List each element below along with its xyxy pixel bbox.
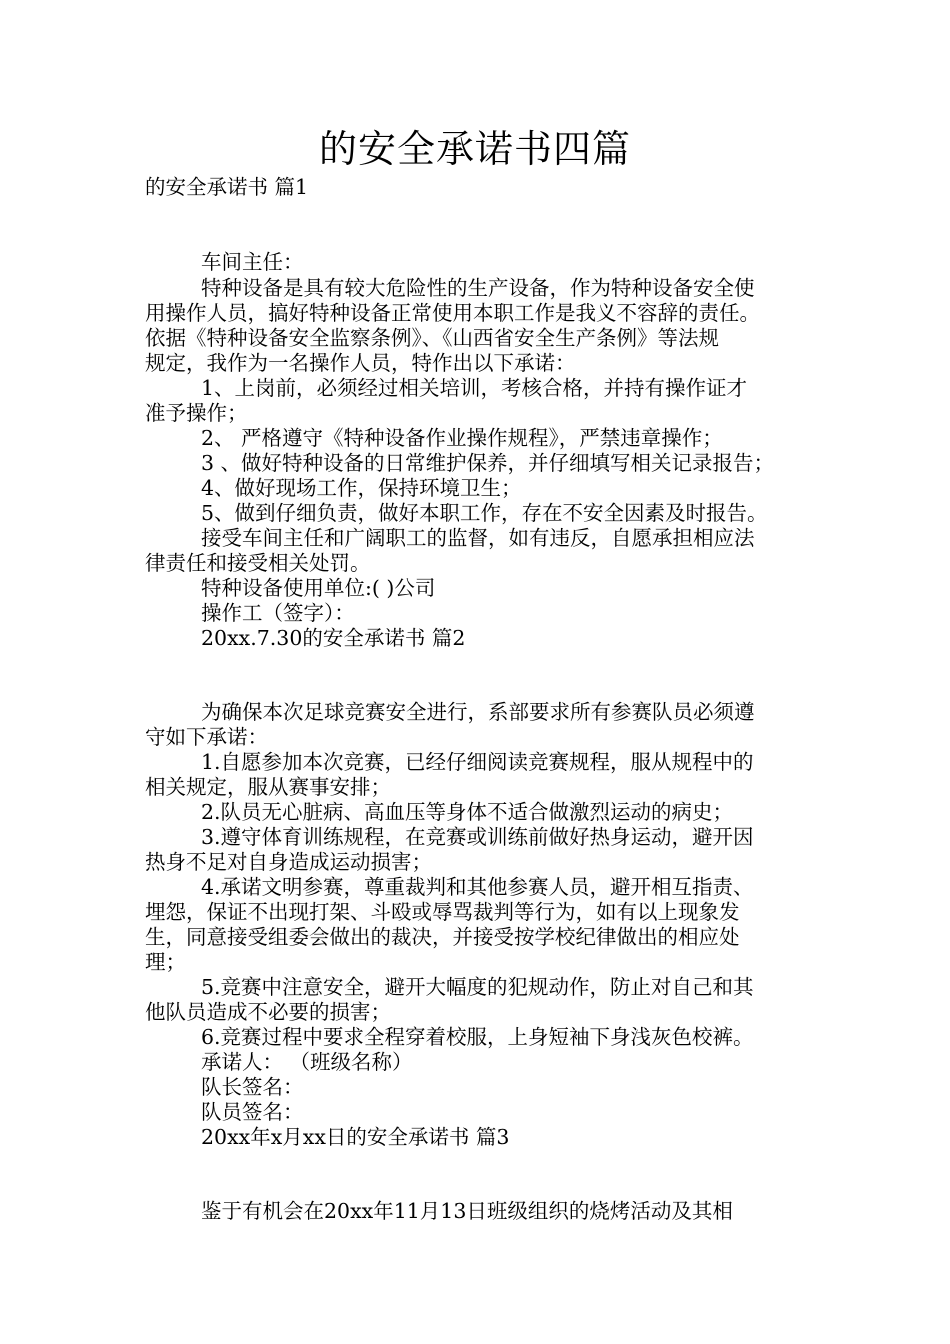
section-heading: 20xx.7.30的安全承诺书 篇2 [201, 626, 466, 650]
paragraph-line: 规定，我作为一名操作人员，特作出以下承诺： [145, 351, 576, 375]
paragraph-line: 1、上岗前，必须经过相关培训，考核合格，并持有操作证才 [201, 376, 748, 400]
paragraph-line: 接受车间主任和广阔职工的监督，如有违反，自愿承担相应法 [201, 526, 755, 550]
section-heading: 的安全承诺书 篇1 [145, 175, 309, 199]
paragraph-line: 5.竞赛中注意安全，避开大幅度的犯规动作，防止对自己和其 [201, 975, 754, 999]
paragraph-line: 操作工（签字）： [201, 601, 355, 625]
paragraph-line: 2、 严格遵守《特种设备作业操作规程》，严禁违章操作； [201, 426, 723, 450]
paragraph-line: 1.自愿参加本次竞赛，已经仔细阅读竞赛规程，服从规程中的 [201, 750, 754, 774]
document-title: 的安全承诺书四篇 [318, 127, 631, 171]
signature-line: 承诺人： （班级名称） [201, 1050, 413, 1074]
paragraph-line: 埋怨，保证不出现打架、斗殴或辱骂裁判等行为，如有以上现象发 [145, 900, 740, 924]
paragraph-line: 准予操作； [145, 401, 248, 425]
signature-line: 队员签名： [201, 1100, 304, 1124]
signature-line: 队长签名： [201, 1075, 304, 1099]
paragraph-line: 生，同意接受组委会做出的裁决，并接受按学校纪律做出的相应处 [145, 925, 740, 949]
paragraph-line: 守如下承诺： [145, 725, 268, 749]
paragraph-line: 特种设备是具有较大危险性的生产设备，作为特种设备安全使 [201, 276, 755, 300]
paragraph-line: 鉴于有机会在20xx年11月13日班级组织的烧烤活动及其相 [201, 1199, 733, 1223]
paragraph-line: 相关规定，服从赛事安排； [145, 775, 391, 799]
paragraph-line: 热身不足对自身造成运动损害； [145, 850, 432, 874]
paragraph-line: 3 、做好特种设备的日常维护保养，并仔细填写相关记录报告； [201, 451, 775, 475]
paragraph-line: 依据《特种设备安全监察条例》、《山西省安全生产条例》等法规 [145, 326, 719, 350]
salutation: 车间主任： [201, 250, 304, 274]
section-heading: 20xx年x月xx日的安全承诺书 篇3 [201, 1125, 510, 1149]
paragraph-line: 4.承诺文明参赛，尊重裁判和其他参赛人员，避开相互指责、 [201, 875, 754, 899]
paragraph-line: 理； [145, 950, 186, 974]
paragraph-line: 3.遵守体育训练规程，在竞赛或训练前做好热身运动，避开因 [201, 825, 754, 849]
paragraph-line: 特种设备使用单位:( )公司 [201, 576, 436, 600]
paragraph-line: 6.竞赛过程中要求全程穿着校服，上身短袖下身浅灰色校裤。 [201, 1025, 754, 1049]
paragraph-line: 他队员造成不必要的损害； [145, 1000, 391, 1024]
paragraph-line: 律责任和接受相关处罚。 [145, 551, 371, 575]
paragraph-line: 2.队员无心脏病、高血压等身体不适合做激烈运动的病史； [201, 800, 734, 824]
paragraph-line: 为确保本次足球竞赛安全进行，系部要求所有参赛队员必须遵 [201, 700, 755, 724]
paragraph-line: 用操作人员，搞好特种设备正常使用本职工作是我义不容辞的责任。 [145, 301, 760, 325]
paragraph-line: 4、做好现场工作，保持环境卫生； [201, 476, 522, 500]
paragraph-line: 5、做到仔细负责，做好本职工作，存在不安全因素及时报告。 [201, 501, 768, 525]
